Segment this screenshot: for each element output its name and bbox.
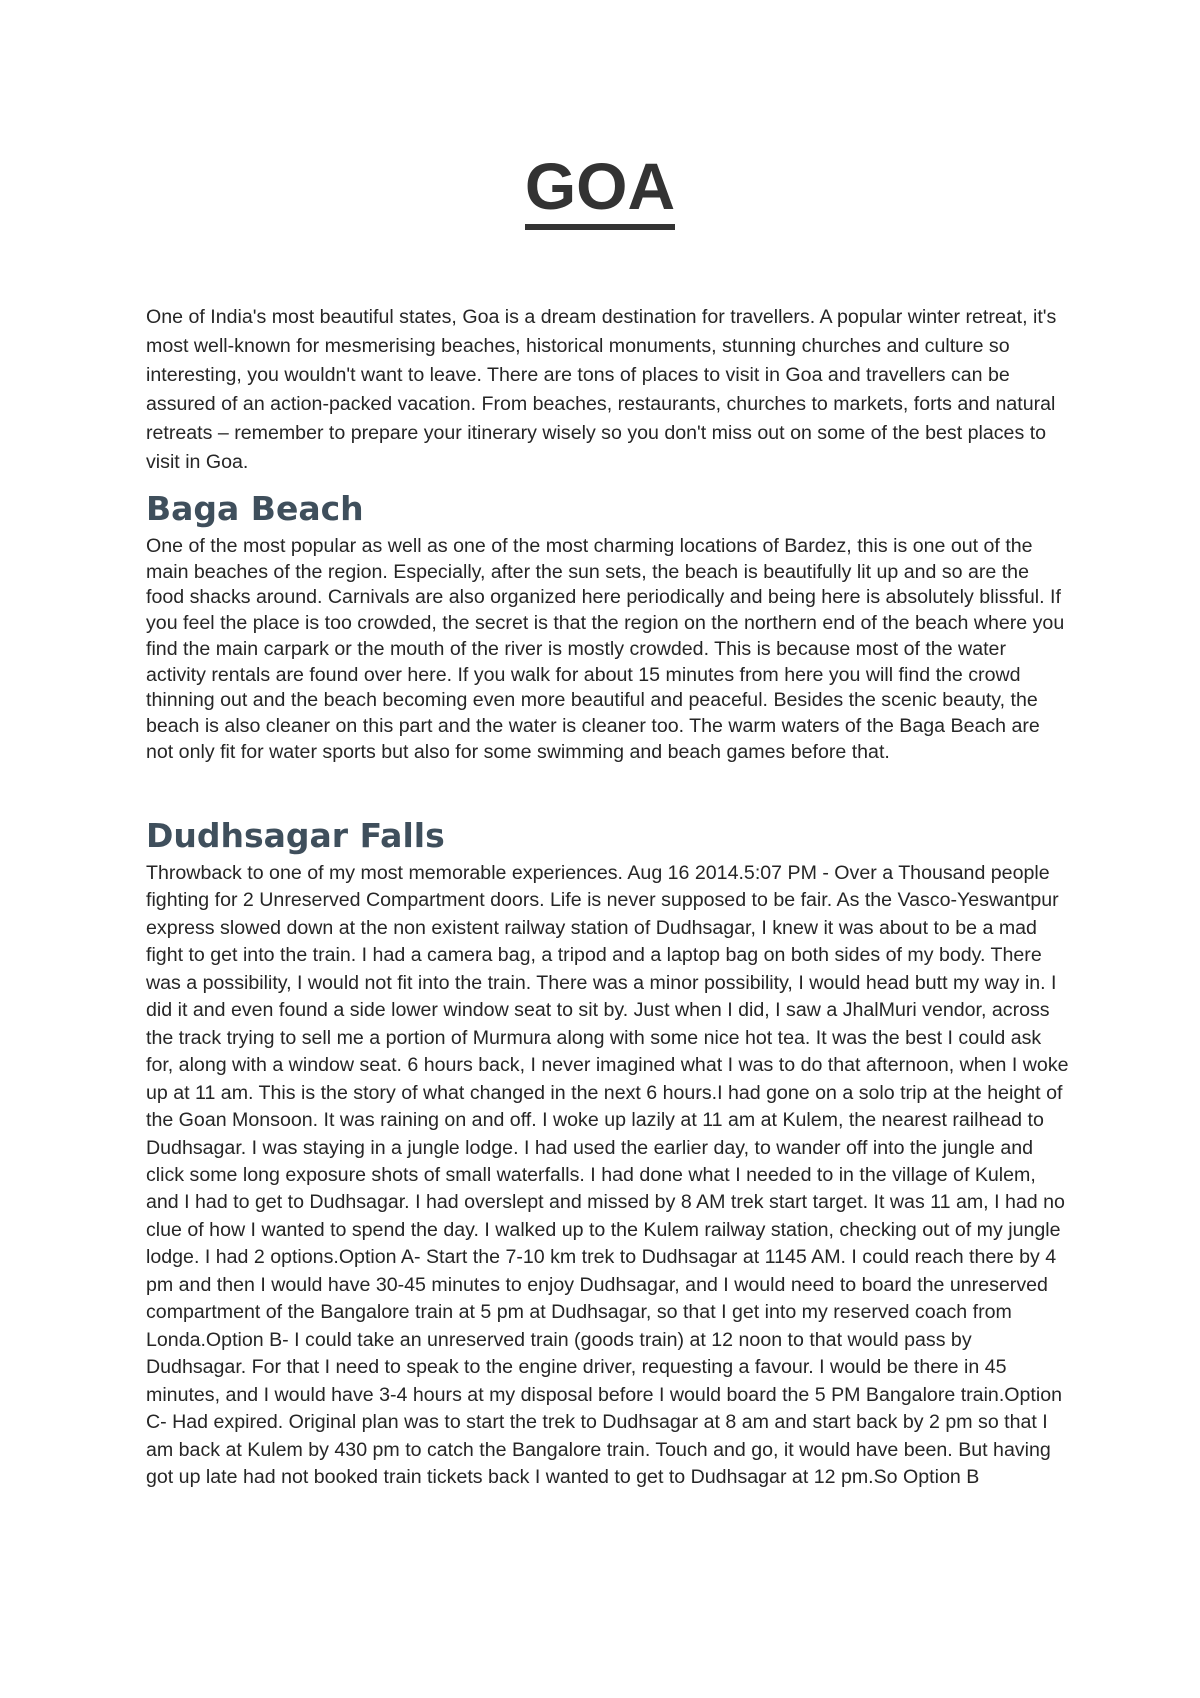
document-title xyxy=(0,146,1200,230)
section-heading-dudhsagar-falls: Dudhsagar Falls xyxy=(146,816,445,855)
intro-paragraph: One of India's most beautiful states, Goa is a dream destination for travellers. A popular winter retreat, it's most well-known for mesmerising beaches, historical monuments, stunning churches and culture so interesting, you wouldn't want to leave. There are tons of places to visit in Goa and travellers can be assured of an action-packed vacation. From beaches, restaurants, churches to markets, forts and natural retreats – remember to prepare your itinerary wisely so you don't miss out on some of the best places to visit in Goa. xyxy=(146,306,1057,473)
section-body-dudhsagar-falls: Throwback to one of my most memorable experiences. Aug 16 2014.5:07 PM - Over a Thousand people fighting for 2 Unreserved Compartment doors. Life is never supposed to be fair. As the Vasco-Yeswantpur express slowed down at the non existent railway station of Dudhsagar, I knew it was about to be a mad fight to get into the train. I had a camera bag, a tripod and a laptop bag on both sides of my body. There was a possibility, I would not fit into the train. There was a minor possibility, I would head butt my way in. I did it and even found a side lower window seat to sit by. Just when I did, I saw a JhalMuri vendor, across the track trying to sell me a portion of Murmura along with some nice hot tea. It was the best I could ask for, along with a window seat. 6 hours back, I never imagined what I was to do that afternoon, when I woke up at 11 am. This is the story of what changed in the next 6 hours.I had gone on a solo trip at the height of the Goan Monsoon. It was raining on and off. I woke up lazily at 11 am at Kulem, the nearest railhead to Dudhsagar. I was staying in a jungle lodge. I had used the earlier day, to wander off into the jungle and click some long exposure shots of small waterfalls. I had done what I needed to in the village of Kulem, and I had to get to Dudhsagar. I had overslept and missed by 8 AM trek start target. It was 11 am, I had no clue of how I wanted to spend the day. I walked up to the Kulem railway station, checking out of my jungle lodge. I had 2 options.Option A- Start the 7-10 km trek to Dudhsagar at 1145 AM. I could reach there by 4 pm and then I would have 30-45 minutes to enjoy Dudhsagar, and I would need to board the unreserved compartment of the Bangalore train at 5 pm at Dudhsagar, so that I get into my reserved coach from Londa.Option B- I could take an unreserved train (goods train) at 12 noon to that would pass by Dudhsagar. For that I need to speak to the engine driver, requesting a favour. I would be there in 45 minutes, and I would have 3-4 hours at my disposal before I would board the 5 PM Bangalore train.Option C- Had expired. Original plan was to start the trek to Dudhsagar at 8 am and start back by 2 pm so that I am back at Kulem by 430 pm to catch the Bangalore train. Touch and go, it would have been. But having got up late had not booked train tickets back I wanted to get to Dudhsagar at 12 pm.So Option B xyxy=(146,862,1069,1488)
section-body-baga-beach: One of the most popular as well as one of the most charming locations of Bardez, this is one out of the main beaches of the region. Especially, after the sun sets, the beach is beautifully lit up and so are the food shacks around. Carnivals are also organized here periodically and being here is absolutely blissful. If you feel the place is too crowded, the secret is that the region on the northern end of the beach where you find the main carpark or the mouth of the river is mostly crowded. This is because most of the water activity rentals are found over here. If you walk for about 15 minutes from here you will find the crowd thinning out and the beach becoming even more beautiful and peaceful. Besides the scenic beauty, the beach is also cleaner on this part and the water is cleaner too. The warm waters of the Baga Beach are not only fit for water sports but also for some swimming and beach games before that. xyxy=(146,535,1065,763)
document-title-text: GOA xyxy=(525,150,675,230)
section-heading-baga-beach: Baga Beach xyxy=(146,489,364,528)
